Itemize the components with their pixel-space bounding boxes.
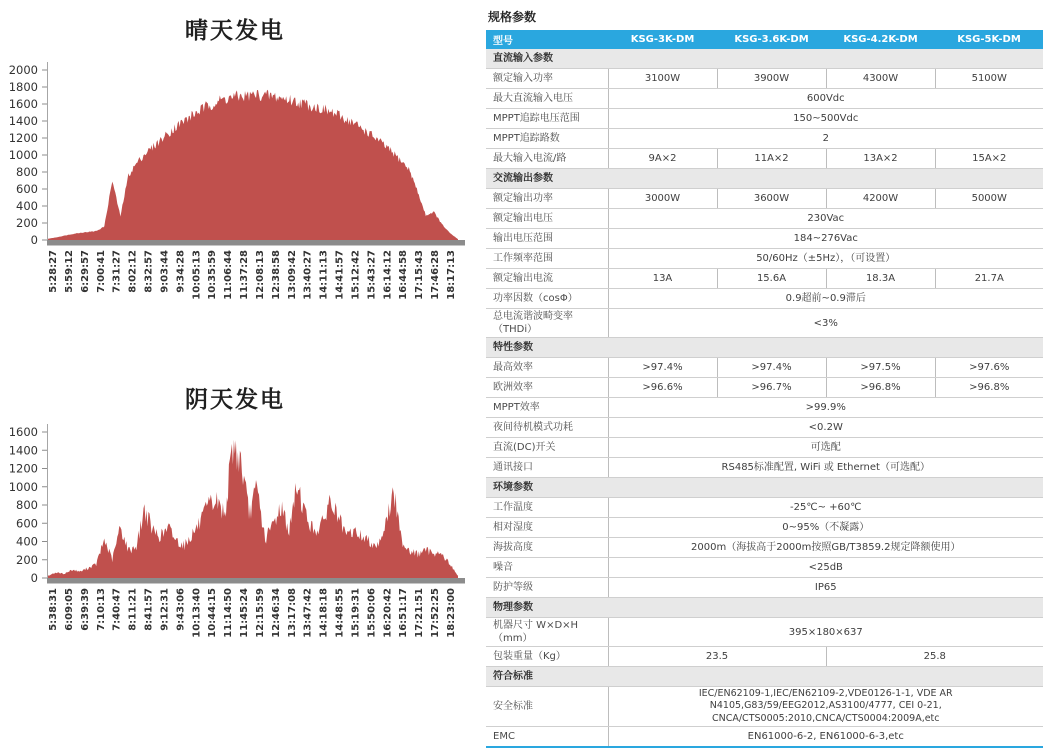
- parameter-value: IP65: [608, 578, 1043, 598]
- y-axis-label: 0: [30, 571, 38, 585]
- table-row: [486, 518, 1043, 538]
- x-axis-label: 7:31:27: [111, 250, 123, 293]
- table-row: [486, 727, 1043, 748]
- table-row: [486, 558, 1043, 578]
- parameter-label: EMC: [486, 727, 608, 748]
- x-axis-label: 10:05:13: [191, 250, 203, 300]
- parameter-label: 夜间待机模式功耗: [486, 418, 608, 438]
- table-row: [486, 209, 1043, 229]
- parameter-value: 184~276Vac: [608, 229, 1043, 249]
- y-axis-label: 0: [30, 233, 38, 247]
- y-axis-label: 800: [16, 498, 38, 512]
- parameter-value: 0.9超前~0.9滞后: [608, 289, 1043, 309]
- section-header: 环境参数: [486, 478, 1043, 498]
- x-axis-label: 6:09:05: [63, 588, 75, 631]
- x-axis-label: 17:46:28: [430, 250, 442, 300]
- parameter-label: 工作频率范围: [486, 249, 608, 269]
- area-series: [48, 440, 458, 578]
- x-axis-label: 16:51:17: [398, 588, 410, 638]
- parameter-value: 5100W: [935, 69, 1043, 89]
- parameter-label: 额定输出电压: [486, 209, 608, 229]
- y-axis-label: 1000: [8, 479, 38, 494]
- parameter-value: <25dB: [608, 558, 1043, 578]
- section-row: [486, 338, 1043, 358]
- parameter-value: 3000W: [608, 189, 717, 209]
- parameter-value: >97.6%: [935, 358, 1043, 378]
- parameter-label: 额定输入功率: [486, 69, 608, 89]
- area-series: [48, 90, 458, 240]
- y-axis-label: 400: [16, 199, 38, 213]
- parameter-value: 18.3A: [826, 269, 935, 289]
- x-axis-label: 13:40:27: [302, 250, 314, 300]
- sunny-chart-title: 晴天发电: [185, 17, 285, 44]
- section-row: [486, 598, 1043, 618]
- x-axis-label: 15:19:31: [350, 588, 362, 638]
- parameter-value: -25℃~ +60℃: [608, 498, 1043, 518]
- y-axis-label: 600: [16, 516, 38, 531]
- parameter-value: >96.8%: [826, 378, 935, 398]
- parameter-label: 额定输出功率: [486, 189, 608, 209]
- model-name: KSG-4.2K-DM: [826, 30, 935, 49]
- x-axis-label: 8:32:57: [143, 250, 155, 293]
- parameter-label: 包装重量（Kg）: [486, 647, 608, 667]
- y-axis-label: 1400: [8, 114, 38, 128]
- y-axis-label: 1800: [8, 80, 38, 94]
- x-axis-label: 17:15:43: [414, 250, 426, 300]
- parameter-value: 395×180×637: [608, 618, 1043, 647]
- parameter-value: 3600W: [717, 189, 826, 209]
- y-axis-label: 400: [16, 534, 38, 549]
- spec-table-header-row: [486, 30, 1043, 49]
- table-row: [486, 578, 1043, 598]
- parameter-value: 23.5: [608, 647, 826, 667]
- section-row: [486, 169, 1043, 189]
- table-row: [486, 89, 1043, 109]
- parameter-label: 海拔高度: [486, 538, 608, 558]
- x-axis-label: 16:44:58: [398, 250, 410, 300]
- x-axis-label: 16:14:12: [382, 250, 394, 300]
- parameter-value: >96.7%: [717, 378, 826, 398]
- section-row: [486, 667, 1043, 687]
- x-axis-label: 9:03:44: [159, 250, 171, 293]
- table-row: [486, 618, 1043, 647]
- x-axis-label: 12:46:34: [270, 588, 282, 638]
- parameter-value: >96.6%: [608, 378, 717, 398]
- x-axis-label: 8:41:57: [143, 588, 155, 631]
- parameter-value: 25.8: [826, 647, 1043, 667]
- y-axis-label: 1000: [8, 148, 38, 162]
- parameter-value: >97.4%: [608, 358, 717, 378]
- parameter-value: RS485标准配置, WiFi 或 Ethernet（可选配）: [608, 458, 1043, 478]
- x-axis-label: 5:28:27: [48, 250, 59, 293]
- section-row: [486, 478, 1043, 498]
- parameter-value: 600Vdc: [608, 89, 1043, 109]
- table-row: [486, 438, 1043, 458]
- y-axis-label: 1200: [8, 461, 38, 476]
- parameter-label: 噪音: [486, 558, 608, 578]
- x-axis-label: 15:50:06: [366, 588, 378, 638]
- parameter-value: >99.9%: [608, 398, 1043, 418]
- table-row: [486, 398, 1043, 418]
- x-axis-label: 14:48:55: [334, 588, 346, 638]
- parameter-label: 输出电压范围: [486, 229, 608, 249]
- x-axis-label: 9:12:31: [159, 588, 171, 631]
- x-axis-label: 5:59:12: [63, 250, 75, 293]
- parameter-value: 13A×2: [826, 149, 935, 169]
- x-axis-label: 11:06:44: [223, 250, 235, 300]
- parameter-label: 机器尺寸 W×D×H（mm）: [486, 618, 608, 647]
- parameter-label: 最高效率: [486, 358, 608, 378]
- baseline-bar: [47, 578, 465, 584]
- x-axis-label: 6:39:39: [79, 588, 91, 631]
- parameter-label: 最大直流输入电压: [486, 89, 608, 109]
- x-axis-label: 7:00:41: [95, 250, 107, 293]
- x-axis-label: 17:21:51: [414, 588, 426, 638]
- x-axis-label: 6:29:57: [79, 250, 91, 293]
- parameter-label: 功率因数（cosΦ）: [486, 289, 608, 309]
- x-axis-label: 15:12:42: [350, 250, 362, 300]
- y-axis-label: 2000: [8, 63, 38, 77]
- y-axis-label: 1600: [8, 425, 38, 439]
- x-axis-label: 10:13:40: [191, 588, 203, 638]
- parameter-label: 直流(DC)开关: [486, 438, 608, 458]
- model-name: KSG-5K-DM: [935, 30, 1043, 49]
- x-axis-label: 18:17:13: [446, 250, 457, 300]
- section-row: [486, 49, 1043, 69]
- table-row: [486, 687, 1043, 727]
- x-axis-label: 14:41:57: [334, 250, 346, 300]
- table-row: [486, 418, 1043, 438]
- table-row: [486, 249, 1043, 269]
- x-axis-label: 9:34:28: [175, 250, 187, 293]
- parameter-value: 4200W: [826, 189, 935, 209]
- table-row: [486, 358, 1043, 378]
- parameter-value: 50/60Hz（±5Hz），（可设置）: [608, 249, 1043, 269]
- table-row: [486, 498, 1043, 518]
- parameter-value: 13A: [608, 269, 717, 289]
- x-axis-label: 10:44:15: [207, 588, 219, 638]
- parameter-value: 5000W: [935, 189, 1043, 209]
- model-column-header: 型号: [486, 30, 608, 49]
- parameter-value: 15.6A: [717, 269, 826, 289]
- parameter-value: 230Vac: [608, 209, 1043, 229]
- parameter-value: 9A×2: [608, 149, 717, 169]
- parameter-value: 可选配: [608, 438, 1043, 458]
- table-row: [486, 69, 1043, 89]
- parameter-value: <0.2W: [608, 418, 1043, 438]
- parameter-value: 2: [608, 129, 1043, 149]
- y-axis-label: 800: [16, 165, 38, 179]
- parameter-value: >97.5%: [826, 358, 935, 378]
- x-axis-label: 14:11:13: [318, 250, 330, 300]
- parameter-value: 3900W: [717, 69, 826, 89]
- y-axis-label: 1600: [8, 97, 38, 111]
- parameter-value: EN61000-6-2, EN61000-6-3,etc: [608, 727, 1043, 748]
- x-axis-label: 14:18:18: [318, 588, 330, 638]
- x-axis-label: 11:45:24: [239, 588, 250, 638]
- x-axis-label: 11:37:28: [239, 250, 250, 300]
- table-row: [486, 149, 1043, 169]
- spec-table: [486, 30, 1043, 748]
- x-axis-label: 7:10:13: [95, 588, 107, 631]
- section-header: 直流输入参数: [486, 49, 1043, 69]
- parameter-label: 相对湿度: [486, 518, 608, 538]
- parameter-value: 2000m（海拔高于2000m按照GB/T3859.2规定降额使用）: [608, 538, 1043, 558]
- parameter-value: 15A×2: [935, 149, 1043, 169]
- table-row: [486, 129, 1043, 149]
- x-axis-label: 5:38:31: [48, 588, 59, 631]
- spec-table-title: 规格参数: [488, 10, 537, 24]
- parameter-label: MPPT效率: [486, 398, 608, 418]
- section-header: 交流输出参数: [486, 169, 1043, 189]
- model-name: KSG-3K-DM: [608, 30, 717, 49]
- parameter-value: 0~95%（不凝露）: [608, 518, 1043, 538]
- parameter-label: 通讯接口: [486, 458, 608, 478]
- x-axis-label: 7:40:47: [111, 588, 123, 631]
- parameter-label: 安全标准: [486, 687, 608, 727]
- baseline-bar: [47, 240, 465, 246]
- x-axis-label: 13:09:42: [286, 250, 298, 300]
- x-axis-label: 9:43:06: [175, 588, 187, 631]
- parameter-label: 防护等级: [486, 578, 608, 598]
- x-axis-label: 12:38:58: [270, 250, 282, 300]
- y-axis-label: 1200: [8, 131, 38, 145]
- parameter-label: 欧洲效率: [486, 378, 608, 398]
- parameter-label: 最大输入电流/路: [486, 149, 608, 169]
- table-row: [486, 309, 1043, 338]
- x-axis-label: 13:47:42: [302, 588, 314, 638]
- table-row: [486, 378, 1043, 398]
- parameter-value: IEC/EN62109-1,IEC/EN62109-2,VDE0126-1-1, VDE AR N4105,G83/59/EEG2012,AS3100/4777, CEI 0-21, CNCA/CTS0005:2010,CNCA/CTS0004:2009A,etc: [608, 687, 1043, 727]
- x-axis-label: 8:11:21: [127, 588, 139, 631]
- x-axis-label: 8:02:12: [127, 250, 139, 293]
- x-axis-label: 18:23:00: [446, 588, 457, 638]
- x-axis-label: 11:14:50: [223, 588, 235, 638]
- x-axis-label: 13:17:08: [286, 588, 298, 638]
- y-axis-label: 600: [16, 182, 38, 196]
- table-row: [486, 109, 1043, 129]
- section-header: 物理参数: [486, 598, 1043, 618]
- x-axis-label: 10:35:59: [207, 250, 219, 300]
- section-header: 符合标准: [486, 667, 1043, 687]
- parameter-value: 4300W: [826, 69, 935, 89]
- parameter-value: 150~500Vdc: [608, 109, 1043, 129]
- y-axis-label: 200: [16, 216, 38, 230]
- section-header: 特性参数: [486, 338, 1043, 358]
- parameter-label: 额定输出电流: [486, 269, 608, 289]
- parameter-label: 工作温度: [486, 498, 608, 518]
- y-axis-label: 200: [16, 552, 38, 567]
- table-row: [486, 538, 1043, 558]
- cloudy-day-chart: [0, 418, 482, 666]
- sunny-day-chart: [0, 48, 482, 318]
- parameter-value: <3%: [608, 309, 1043, 338]
- parameter-value: >97.4%: [717, 358, 826, 378]
- table-row: [486, 189, 1043, 209]
- x-axis-label: 15:43:27: [366, 250, 378, 300]
- x-axis-label: 12:15:59: [255, 588, 266, 638]
- spec-table-panel: [486, 6, 1044, 748]
- parameter-label: MPPT追踪电压范围: [486, 109, 608, 129]
- table-row: [486, 289, 1043, 309]
- parameter-label: 总电流谐波畸变率（THDi）: [486, 309, 608, 338]
- cloudy-chart-title: 阴天发电: [185, 386, 285, 413]
- table-row: [486, 458, 1043, 478]
- charts-panel: [0, 0, 482, 666]
- table-row: [486, 647, 1043, 667]
- y-axis-label: 1400: [8, 443, 38, 458]
- parameter-value: >96.8%: [935, 378, 1043, 398]
- x-axis-label: 12:08:13: [255, 250, 266, 300]
- x-axis-label: 17:52:25: [430, 588, 442, 638]
- parameter-value: 3100W: [608, 69, 717, 89]
- x-axis-label: 16:20:42: [382, 588, 394, 638]
- parameter-value: 11A×2: [717, 149, 826, 169]
- model-name: KSG-3.6K-DM: [717, 30, 826, 49]
- parameter-value: 21.7A: [935, 269, 1043, 289]
- parameter-label: MPPT追踪路数: [486, 129, 608, 149]
- table-row: [486, 269, 1043, 289]
- table-row: [486, 229, 1043, 249]
